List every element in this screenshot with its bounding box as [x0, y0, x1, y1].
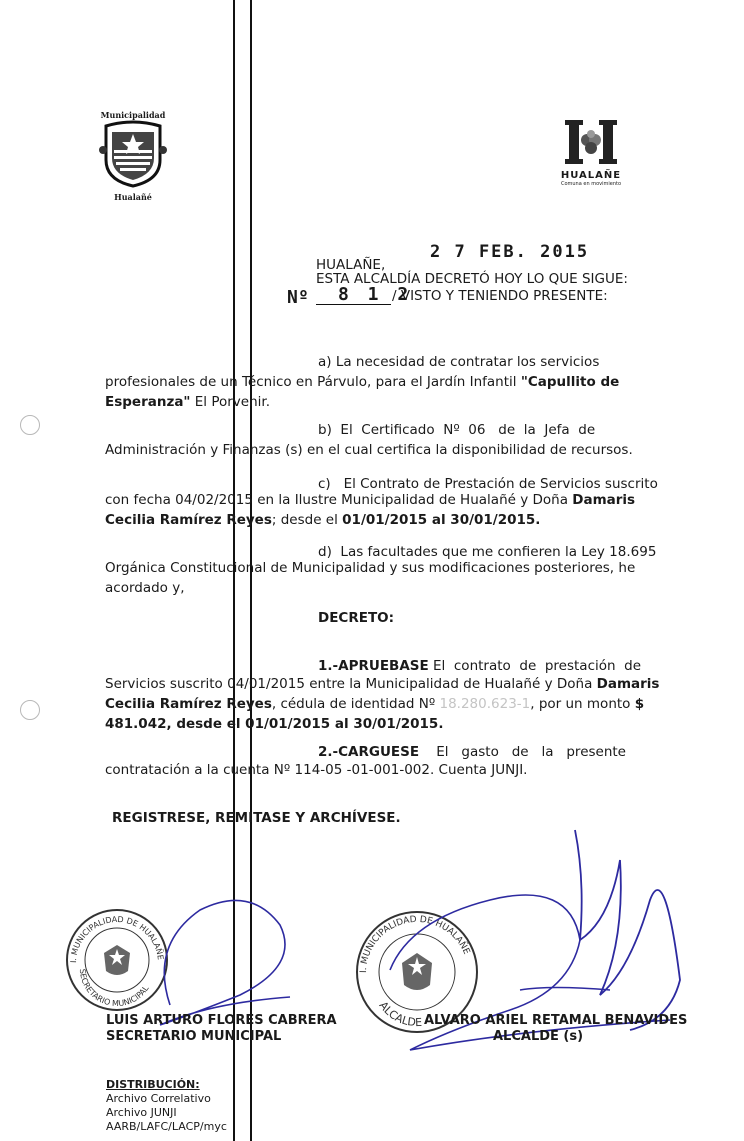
municipality-logo	[98, 110, 168, 205]
article-1-id-label: , cédula de identidad Nº	[271, 696, 436, 712]
date-stamp: 2 7 FEB. 2015	[430, 242, 590, 262]
number-prefix: Nº	[287, 287, 309, 308]
secretary-seal-bottom-text: SECRETARIO MUNICIPAL	[77, 968, 151, 1009]
visto-label: / VISTO Y TENIENDO PRESENTE:	[392, 288, 608, 304]
article-1-contractor-name: Damaris Cecilia Ramírez Reyes	[105, 676, 660, 712]
distribution-block	[106, 1078, 227, 1134]
article-2-label: 2.-CARGUESE	[318, 744, 420, 760]
consideration-c-text: con fecha 04/02/2015 en la Ilustre Municipalidad de Hualañé y Doña	[105, 492, 568, 508]
article-2-intro: El gasto de la presente	[436, 744, 626, 760]
secretary-name: LUIS ARTURO FLORES CABRERA	[106, 1013, 337, 1028]
consideration-d-line2: Orgánica Constitucional de Municipalidad y sus modificaciones posteriores, he acordado y,	[105, 560, 636, 596]
mayor-title: ALCALDE (s)	[493, 1029, 584, 1044]
consideration-b-line2: Administración y Finanzas (s) en el cual certifica la disponibilidad de recursos.	[105, 442, 633, 458]
mayor-name: ALVARO ARIEL RETAMAL BENAVIDES	[424, 1013, 688, 1028]
distribution-item: AARB/LAFC/LACP/myc	[106, 1120, 227, 1133]
closing-formula: REGISTRESE, REMITASE Y ARCHÍVESE.	[112, 810, 401, 826]
consideration-a-place: El Porvenir.	[190, 394, 271, 410]
distribution-item: Archivo Correlativo	[106, 1092, 211, 1105]
consideration-c-from: ; desde el	[271, 512, 338, 528]
brand-name: HUALAÑE	[560, 170, 622, 181]
article-2-line2: contratación a la cuenta Nº 114-05 -01-001-002. Cuenta JUNJI.	[105, 762, 528, 778]
article-1-text: Servicios suscrito 04/01/2015 entre la Municipalidad de Hualañé y Doña	[105, 676, 593, 692]
city-label: HUALAÑE,	[316, 257, 386, 273]
article-1-amount-label: , por un monto	[530, 696, 631, 712]
article-1-label: 1.-APRUEBASE	[318, 658, 429, 674]
coat-of-arms-icon	[98, 120, 168, 188]
kindergarten-name: "Capullito de Esperanza"	[105, 374, 620, 410]
punch-hole	[20, 415, 40, 435]
mayor-seal-bottom-text: ALCALDE	[376, 999, 423, 1030]
consideration-a-line1: a) La necesidad de contratar los servicios	[318, 354, 600, 370]
article-1-intro: El contrato de prestación de	[428, 658, 642, 674]
consideration-a-body	[105, 372, 660, 412]
consideration-c-line1: c) El Contrato de Prestación de Servicios suscrito	[318, 476, 658, 492]
distribution-item: Archivo JUNJI	[106, 1106, 177, 1119]
punch-hole	[20, 700, 40, 720]
consideration-d-line1: d) Las facultades que me confieren la Ley 18.695	[318, 544, 657, 560]
consideration-b-line1: b) El Certificado Nº 06 de la Jefa de	[318, 422, 596, 438]
brand-slogan: Comuna en movimiento	[560, 181, 622, 187]
decree-number: 8 1 2	[338, 284, 413, 305]
article-1-body	[105, 674, 660, 734]
hualane-brand-logo	[556, 118, 626, 198]
h-monogram-icon	[563, 118, 619, 166]
mayor-seal-top-text: I. MUNICIPALIDAD DE HUALAÑE	[358, 914, 472, 974]
distribution-heading: DISTRIBUCIÓN:	[106, 1078, 200, 1091]
contract-dates: 01/01/2015 al 30/01/2015.	[342, 512, 541, 528]
redacted-id-number: 18.280.623-1	[439, 696, 531, 712]
consideration-c-body	[105, 490, 660, 530]
contractor-name: Damaris Cecilia Ramírez Reyes	[105, 492, 636, 528]
muni-logo-top-text: Municipalidad	[100, 110, 166, 120]
article-2-line1	[318, 742, 658, 762]
secretary-seal-top-text: I. MUNICIPALIDAD DE HUALAÑE	[68, 914, 165, 964]
decreto-heading: DECRETO:	[318, 610, 395, 626]
decree-intro: ESTA ALCALDÍA DECRETÓ HOY LO QUE SIGUE:	[316, 271, 628, 287]
secretary-title: SECRETARIO MUNICIPAL	[106, 1029, 282, 1044]
article-1-amount: $ 481.042, desde el 01/01/2015 al 30/01/2015.	[105, 696, 645, 732]
article-1-line1	[318, 656, 658, 676]
consideration-a-text: profesionales de un Técnico en Párvulo, para el Jardín Infantil	[105, 374, 517, 390]
muni-logo-bottom-text: Hualañé	[114, 192, 152, 202]
